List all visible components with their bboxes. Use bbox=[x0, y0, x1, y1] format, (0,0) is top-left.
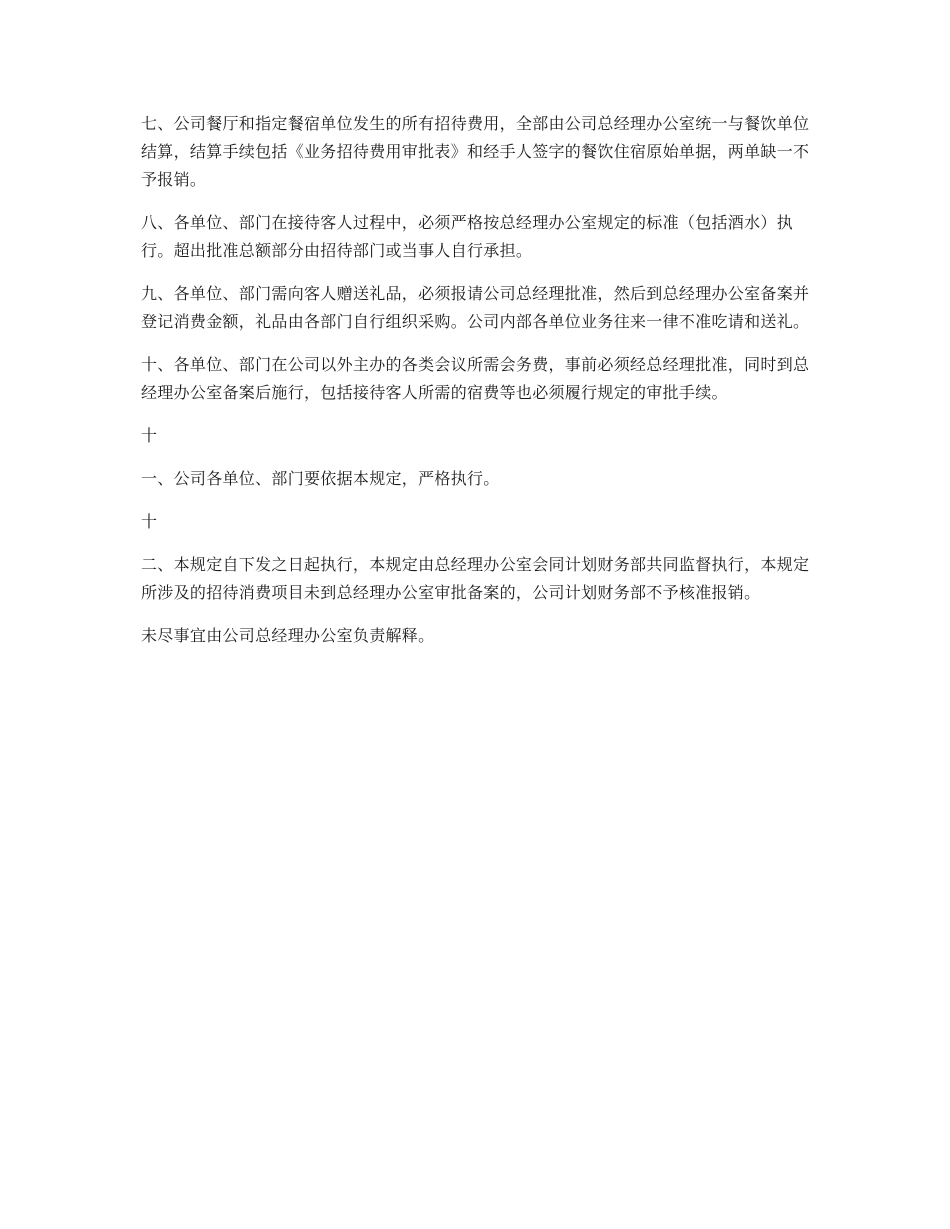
document-body bbox=[141, 110, 811, 665]
paragraph-item-7: 七、公司餐厅和指定餐宿单位发生的所有招待费用，全部由公司总经理办公室统一与餐饮单位结算，结算手续包括《业务招待费用审批表》和经手人签字的餐饮住宿原始单据，两单缺一不予报销。 bbox=[141, 114, 810, 189]
paragraph-number-11: 十 bbox=[141, 426, 158, 445]
paragraph-number-12: 十 bbox=[141, 512, 158, 531]
paragraph-item-11: 一、公司各单位、部门要依据本规定，严格执行。 bbox=[141, 469, 500, 488]
closing-note: 未尽事宜由公司总经理办公室负责解释。 bbox=[141, 626, 435, 645]
paragraph-item-12: 二、本规定自下发之日起执行，本规定由总经理办公室会同计划财务部共同监督执行，本规定所涉及的招待消费项目未到总经理办公室审批备案的，公司计划财务部不予核准报销。 bbox=[141, 555, 810, 602]
paragraph-item-10: 十、各单位、部门在公司以外主办的各类会议所需会务费，事前必须经总经理批准，同时到总经理办公室备案后施行，包括接待客人所需的宿费等也必须履行规定的审批手续。 bbox=[141, 355, 810, 402]
paragraph-item-8: 八、各单位、部门在接待客人过程中，必须严格按总经理办公室规定的标准（包括酒水）执行。超出批准总额部分由招待部门或当事人自行承担。 bbox=[141, 213, 794, 260]
paragraph-item-9: 九、各单位、部门需向客人赠送礼品，必须报请公司总经理批准，然后到总经理办公室备案并登记消费金额，礼品由各部门自行组织采购。公司内部各单位业务往来一律不准吃请和送礼。 bbox=[141, 284, 810, 331]
